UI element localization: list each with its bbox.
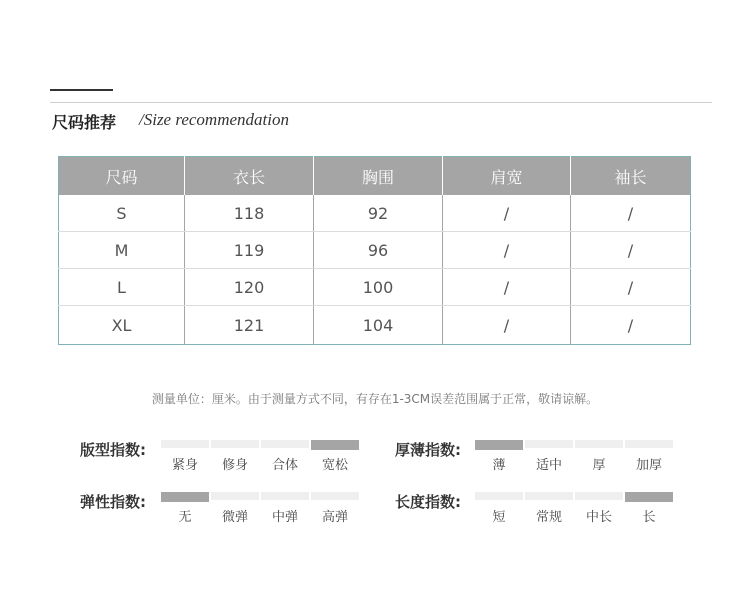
table-cell: 96	[314, 232, 443, 269]
scale-bar	[161, 492, 209, 502]
section-title: 尺码推荐	[52, 113, 117, 132]
scale-bar	[261, 492, 309, 500]
scale-option-label: 高弹	[321, 510, 348, 525]
table-cell: M	[59, 232, 185, 269]
scale-bar	[311, 440, 359, 450]
scale-bar	[211, 440, 259, 448]
scale-bar	[211, 492, 259, 500]
table-cell: 119	[185, 232, 314, 269]
scale-option	[525, 440, 573, 473]
thickness-index-label: 厚薄指数:	[395, 441, 461, 459]
scale-bar	[311, 492, 359, 500]
table-cell: /	[443, 195, 571, 232]
table-row	[59, 306, 691, 345]
column-header: 肩宽	[443, 157, 571, 196]
table-cell: 118	[185, 195, 314, 232]
scale-option	[211, 440, 259, 473]
scale-option	[475, 492, 523, 525]
table-cell: 120	[185, 269, 314, 306]
scale-bar	[525, 492, 573, 500]
scale-bar	[625, 492, 673, 502]
scale-option	[625, 492, 673, 525]
scale-bar	[161, 440, 209, 448]
measurement-note: 测量单位：厘米。由于测量方式不同，有存在1-3CM误差范围属于正常，敬请谅解。	[151, 392, 599, 406]
scale-option-label: 薄	[492, 458, 506, 473]
table-cell: /	[627, 315, 634, 335]
scale-option	[261, 440, 309, 473]
scale-option-label: 宽松	[321, 458, 348, 473]
length-index-scale	[475, 492, 675, 525]
thickness-index-scale	[475, 440, 675, 473]
elasticity-index-label: 弹性指数:	[80, 493, 146, 511]
scale-option	[311, 440, 359, 473]
scale-option	[311, 492, 359, 525]
fit-index-label: 版型指数:	[80, 441, 146, 459]
column-header: 胸围	[314, 157, 443, 196]
header-divider	[50, 102, 712, 103]
table-cell: S	[59, 195, 185, 232]
size-table	[58, 156, 691, 345]
scale-option-label: 长	[642, 510, 656, 525]
scale-bar	[475, 440, 523, 450]
column-header: 尺码	[59, 157, 185, 196]
scale-option-label: 无	[178, 510, 192, 525]
table-cell: /	[443, 306, 571, 345]
scale-option	[525, 492, 573, 525]
length-index-label: 长度指数:	[395, 493, 461, 511]
section-subtitle: /Size recommendation	[139, 110, 289, 129]
table-cell: 92	[314, 195, 443, 232]
table-cell: /	[571, 232, 691, 269]
table-cell: /	[443, 269, 571, 306]
scale-option-label: 紧身	[171, 458, 198, 473]
table-row	[59, 195, 691, 232]
table-cell: /	[443, 232, 571, 269]
elasticity-index-scale	[161, 492, 361, 525]
scale-option	[575, 492, 623, 525]
scale-option-label: 微弹	[221, 510, 248, 525]
table-cell: 104	[314, 306, 443, 345]
table-cell: /	[571, 269, 691, 306]
table-cell: 121	[185, 306, 314, 345]
table-row	[59, 269, 691, 306]
column-header: 衣长	[185, 157, 314, 196]
scale-option-label: 加厚	[635, 458, 662, 473]
scale-option-label: 中长	[585, 510, 612, 525]
scale-option-label: 修身	[221, 458, 248, 473]
scale-option-label: 常规	[535, 510, 562, 525]
scale-option	[211, 492, 259, 525]
table-cell: XL	[59, 306, 185, 345]
scale-bar	[625, 440, 673, 448]
scale-option-label: 短	[492, 510, 506, 525]
scale-bar	[575, 440, 623, 448]
scale-bar	[575, 492, 623, 500]
table-cell: L	[59, 269, 185, 306]
scale-bar	[475, 492, 523, 500]
scale-option	[261, 492, 309, 525]
header-accent-line	[50, 89, 113, 91]
scale-bar	[261, 440, 309, 448]
scale-option	[161, 492, 209, 525]
column-header: 袖长	[571, 157, 691, 196]
scale-option-label: 适中	[535, 458, 562, 473]
table-cell: /	[571, 195, 691, 232]
scale-option	[625, 440, 673, 473]
scale-option-label: 合体	[271, 458, 298, 473]
scale-option	[575, 440, 623, 473]
scale-bar	[525, 440, 573, 448]
fit-index-scale	[161, 440, 361, 473]
table-header-row	[59, 157, 691, 196]
scale-option-label: 厚	[592, 458, 606, 473]
scale-option	[475, 440, 523, 473]
scale-option-label: 中弹	[271, 510, 298, 525]
table-row	[59, 232, 691, 269]
table-cell: 100	[314, 269, 443, 306]
scale-option	[161, 440, 209, 473]
